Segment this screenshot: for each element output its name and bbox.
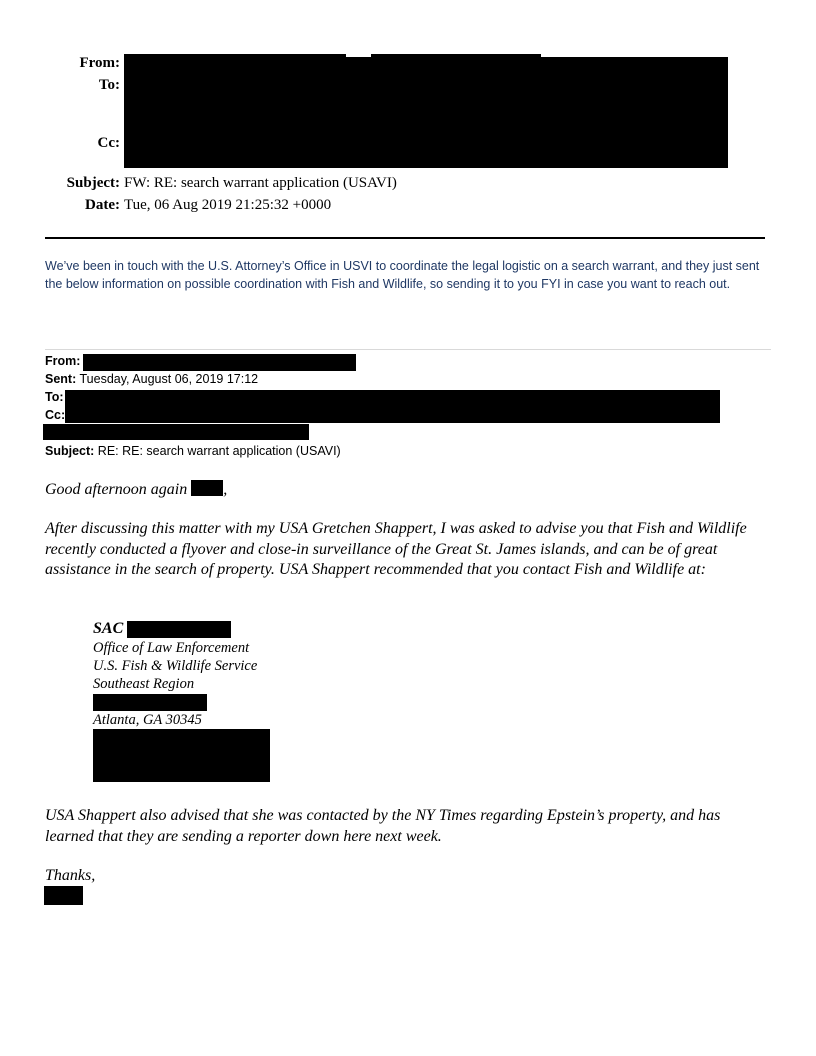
redaction-fwd-from	[83, 354, 356, 371]
greeting-punct: ,	[223, 481, 228, 498]
redaction-signature	[44, 886, 83, 905]
contact-region: Southeast Region	[93, 676, 195, 692]
date-value: Tue, 06 Aug 2019 21:25:32 +0000	[124, 197, 332, 213]
fwd-to-label: To:	[45, 390, 64, 404]
forward-divider	[45, 349, 771, 350]
from-label: From:	[79, 55, 120, 71]
redaction-fwd-to-cc	[65, 390, 720, 423]
paragraph-1: After discussing this matter with my USA Gretchen Shappert, I was asked to advise you that Fish and Wildlife recently conducted a flyover and close-in surveillance of the Great St. James islands, and can be of great assistance in the search of property. USA Shappert recommended that you contact Fish and Wildlife at:	[45, 520, 747, 578]
subject-value: FW: RE: search warrant application (USAVI)	[124, 175, 397, 191]
fwd-sent-value: Tuesday, August 06, 2019 17:12	[79, 372, 259, 386]
redaction-recipients	[124, 57, 728, 168]
fwd-to	[45, 390, 64, 404]
redaction-sac-name	[127, 621, 231, 638]
redaction-street	[93, 694, 207, 711]
fwd-from	[45, 354, 80, 368]
header-divider	[45, 237, 765, 239]
fwd-subject-value: RE: RE: search warrant application (USAVI)	[97, 444, 341, 458]
contact-city: Atlanta, GA 30345	[93, 712, 202, 728]
contact-office: Office of Law Enforcement	[93, 640, 250, 656]
greeting	[45, 480, 770, 501]
redaction-phone-block	[93, 729, 270, 782]
fwd-sent	[45, 372, 258, 386]
to-label: To:	[98, 77, 120, 93]
redaction-fwd-cc-2	[43, 424, 309, 440]
fwd-subject	[45, 444, 341, 458]
date-label: Date:	[85, 197, 120, 213]
redaction-greeting-name	[191, 480, 223, 496]
signoff: Thanks,	[45, 867, 96, 884]
contact-agency: U.S. Fish & Wildlife Service	[93, 658, 258, 674]
fwd-cc	[45, 408, 65, 422]
fwd-cc-label: Cc:	[45, 408, 66, 422]
cc-label: Cc:	[97, 135, 120, 151]
subject-label: Subject:	[66, 175, 120, 191]
intro-text: We’ve been in touch with the U.S. Attorney’s Office in USVI to coordinate the legal logistic on a search warrant, and they just sent the below information on possible coordination with Fish and Wildlife, so sending it to you FYI in case you want to reach out.	[45, 259, 760, 291]
fwd-sent-label: Sent:	[45, 372, 77, 386]
fwd-subject-label: Subject:	[45, 444, 95, 458]
paragraph-2: USA Shappert also advised that she was contacted by the NY Times regarding Epstein’s property, and has learned that they are sending a reporter down here next week.	[45, 807, 721, 845]
greeting-text: Good afternoon again	[45, 481, 188, 498]
fwd-from-label: From:	[45, 354, 81, 368]
contact-title: SAC	[93, 620, 124, 637]
